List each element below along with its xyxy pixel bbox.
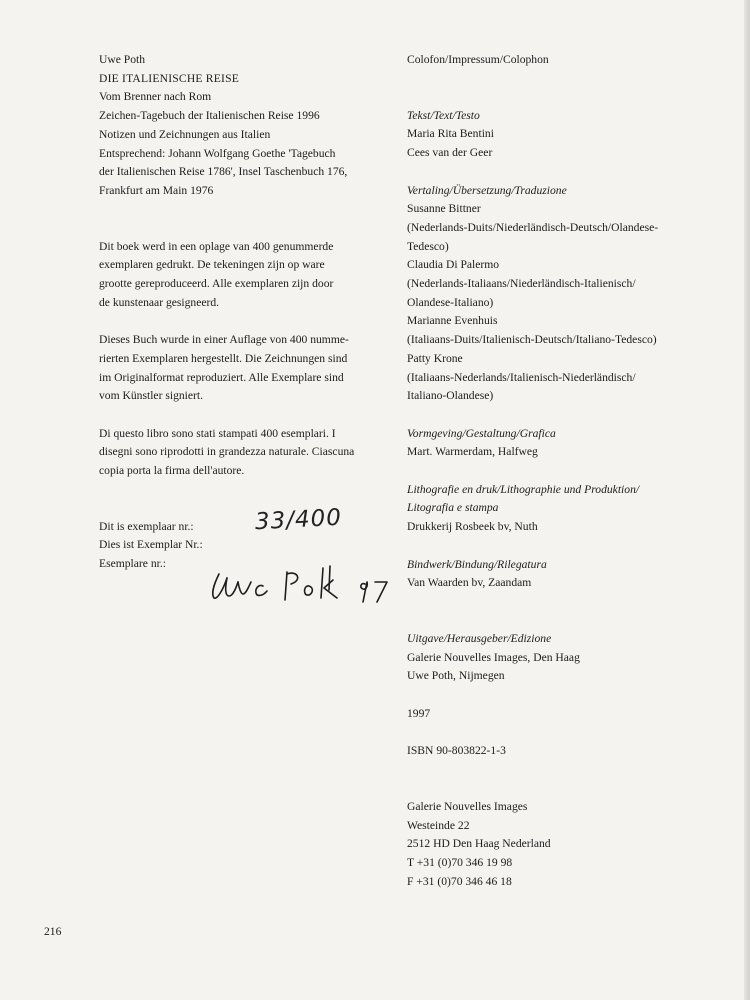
credit-detail: (Nederlands-Italiaans/Niederländisch-Italienisch/ <box>407 277 636 291</box>
book-info-line: der Italienischen Reise 1786', Insel Taschenbuch 176, <box>99 165 348 179</box>
design-credit-label: Vormgeving/Gestaltung/Grafica <box>407 426 556 440</box>
credit-detail: Tedesco) <box>407 239 449 253</box>
exemplar-label-dutch: Dit is exemplaar nr.: <box>99 519 194 533</box>
paragraph-line: Dit boek werd in een oplage van 400 genummerde <box>99 239 334 253</box>
litho-credit-label: Litografia e stampa <box>407 501 499 515</box>
paragraph-line: rierten Exemplaren hergestellt. Die Zeichnungen sind <box>99 351 348 365</box>
edition-column <box>99 51 369 574</box>
credit-name: Drukkerij Rosbeek bv, Nuth <box>407 520 538 534</box>
credit-detail: Olandese-Italiano) <box>407 295 494 309</box>
paragraph-line: Di questo libro sono stati stampati 400 esemplari. I <box>99 426 336 440</box>
credit-name: Claudia Di Palermo <box>407 258 500 272</box>
text-credit-label: Tekst/Text/Testo <box>407 108 480 122</box>
paragraph-line: im Originalformat reproduziert. Alle Exemplare sind <box>99 370 344 384</box>
book-title: DIE ITALIENISCHE REISE <box>99 71 239 85</box>
litho-credit-label: Lithografie en druk/Lithographie und Produktion/ <box>407 482 640 496</box>
edition-note-dutch <box>99 238 369 313</box>
book-subtitle: Vom Brenner nach Rom <box>99 90 212 104</box>
book-info-line: Notizen und Zeichnungen aus Italien <box>99 127 271 141</box>
paragraph-line: vom Künstler signiert. <box>99 389 204 403</box>
credit-name: Marianne Evenhuis <box>407 314 498 328</box>
isbn: ISBN 90-803822-1-3 <box>407 744 506 758</box>
credit-name: Mart. Warmerdam, Halfweg <box>407 445 538 459</box>
paragraph-line: grootte gereproduceerd. Alle exemplaren zijn door <box>99 277 334 291</box>
edition-note-german <box>99 331 369 406</box>
credit-name: Susanne Bittner <box>407 202 481 216</box>
credit-name: Galerie Nouvelles Images, Den Haag <box>407 650 580 664</box>
book-info-line: Frankfurt am Main 1976 <box>99 183 214 197</box>
book-info-line: Entsprechend: Johann Wolfgang Goethe 'Tagebuch <box>99 146 336 160</box>
address-line: 2512 HD Den Haag Nederland <box>407 837 551 851</box>
credit-detail: (Italiaans-Nederlands/Italienisch-Niederländisch/ <box>407 370 636 384</box>
publisher-address <box>407 798 707 892</box>
address-line: Galerie Nouvelles Images <box>407 799 528 813</box>
publication-year: 1997 <box>407 706 431 720</box>
edition-note-italian <box>99 425 369 481</box>
credit-name: Patty Krone <box>407 351 463 365</box>
address-line: Westeinde 22 <box>407 818 470 832</box>
page-edge-shadow <box>744 0 750 1000</box>
credit-name: Van Waarden bv, Zaandam <box>407 576 532 590</box>
credit-detail: (Italiaans-Duits/Italienisch-Deutsch/Italiano-Tedesco) <box>407 333 657 347</box>
translation-credit-label: Vertaling/Übersetzung/Traduzione <box>407 183 567 197</box>
credit-detail: (Nederlands-Duits/Niederländisch-Deutsch/Olandese- <box>407 220 659 234</box>
credit-name: Cees van der Geer <box>407 146 493 160</box>
credit-name: Maria Rita Bentini <box>407 127 494 141</box>
artist-signature <box>205 560 405 610</box>
paragraph-line: copia porta la firma dell'autore. <box>99 464 245 478</box>
book-info-line: Zeichen-Tagebuch der Italienischen Reise 1996 <box>99 109 320 123</box>
paragraph-line: exemplaren gedrukt. De tekeningen zijn op ware <box>99 258 325 272</box>
paragraph-line: disegni sono riprodotti in grandezza naturale. Ciascuna <box>99 445 355 459</box>
colophon-column <box>407 51 707 891</box>
colophon-heading: Colofon/Impressum/Colophon <box>407 53 549 66</box>
paragraph-line: de kunstenaar gesigneerd. <box>99 295 220 309</box>
exemplar-label-german: Dies ist Exemplar Nr.: <box>99 538 203 552</box>
author-name: Uwe Poth <box>99 53 146 66</box>
phone-number: T +31 (0)70 346 19 98 <box>407 855 513 869</box>
handwritten-exemplar-number: 33/400 <box>254 504 343 536</box>
paragraph-line: Dieses Buch wurde in einer Auflage von 400 numme- <box>99 333 349 347</box>
fax-number: F +31 (0)70 346 46 18 <box>407 874 512 888</box>
credit-detail: Italiano-Olandese) <box>407 389 494 403</box>
credit-name: Uwe Poth, Nijmegen <box>407 669 505 683</box>
exemplar-label-italian: Esemplare nr.: <box>99 557 166 571</box>
binding-credit-label: Bindwerk/Bindung/Rilegatura <box>407 557 547 571</box>
page-number: 216 <box>44 925 62 938</box>
publisher-credit-label: Uitgave/Herausgeber/Edizione <box>407 631 552 645</box>
